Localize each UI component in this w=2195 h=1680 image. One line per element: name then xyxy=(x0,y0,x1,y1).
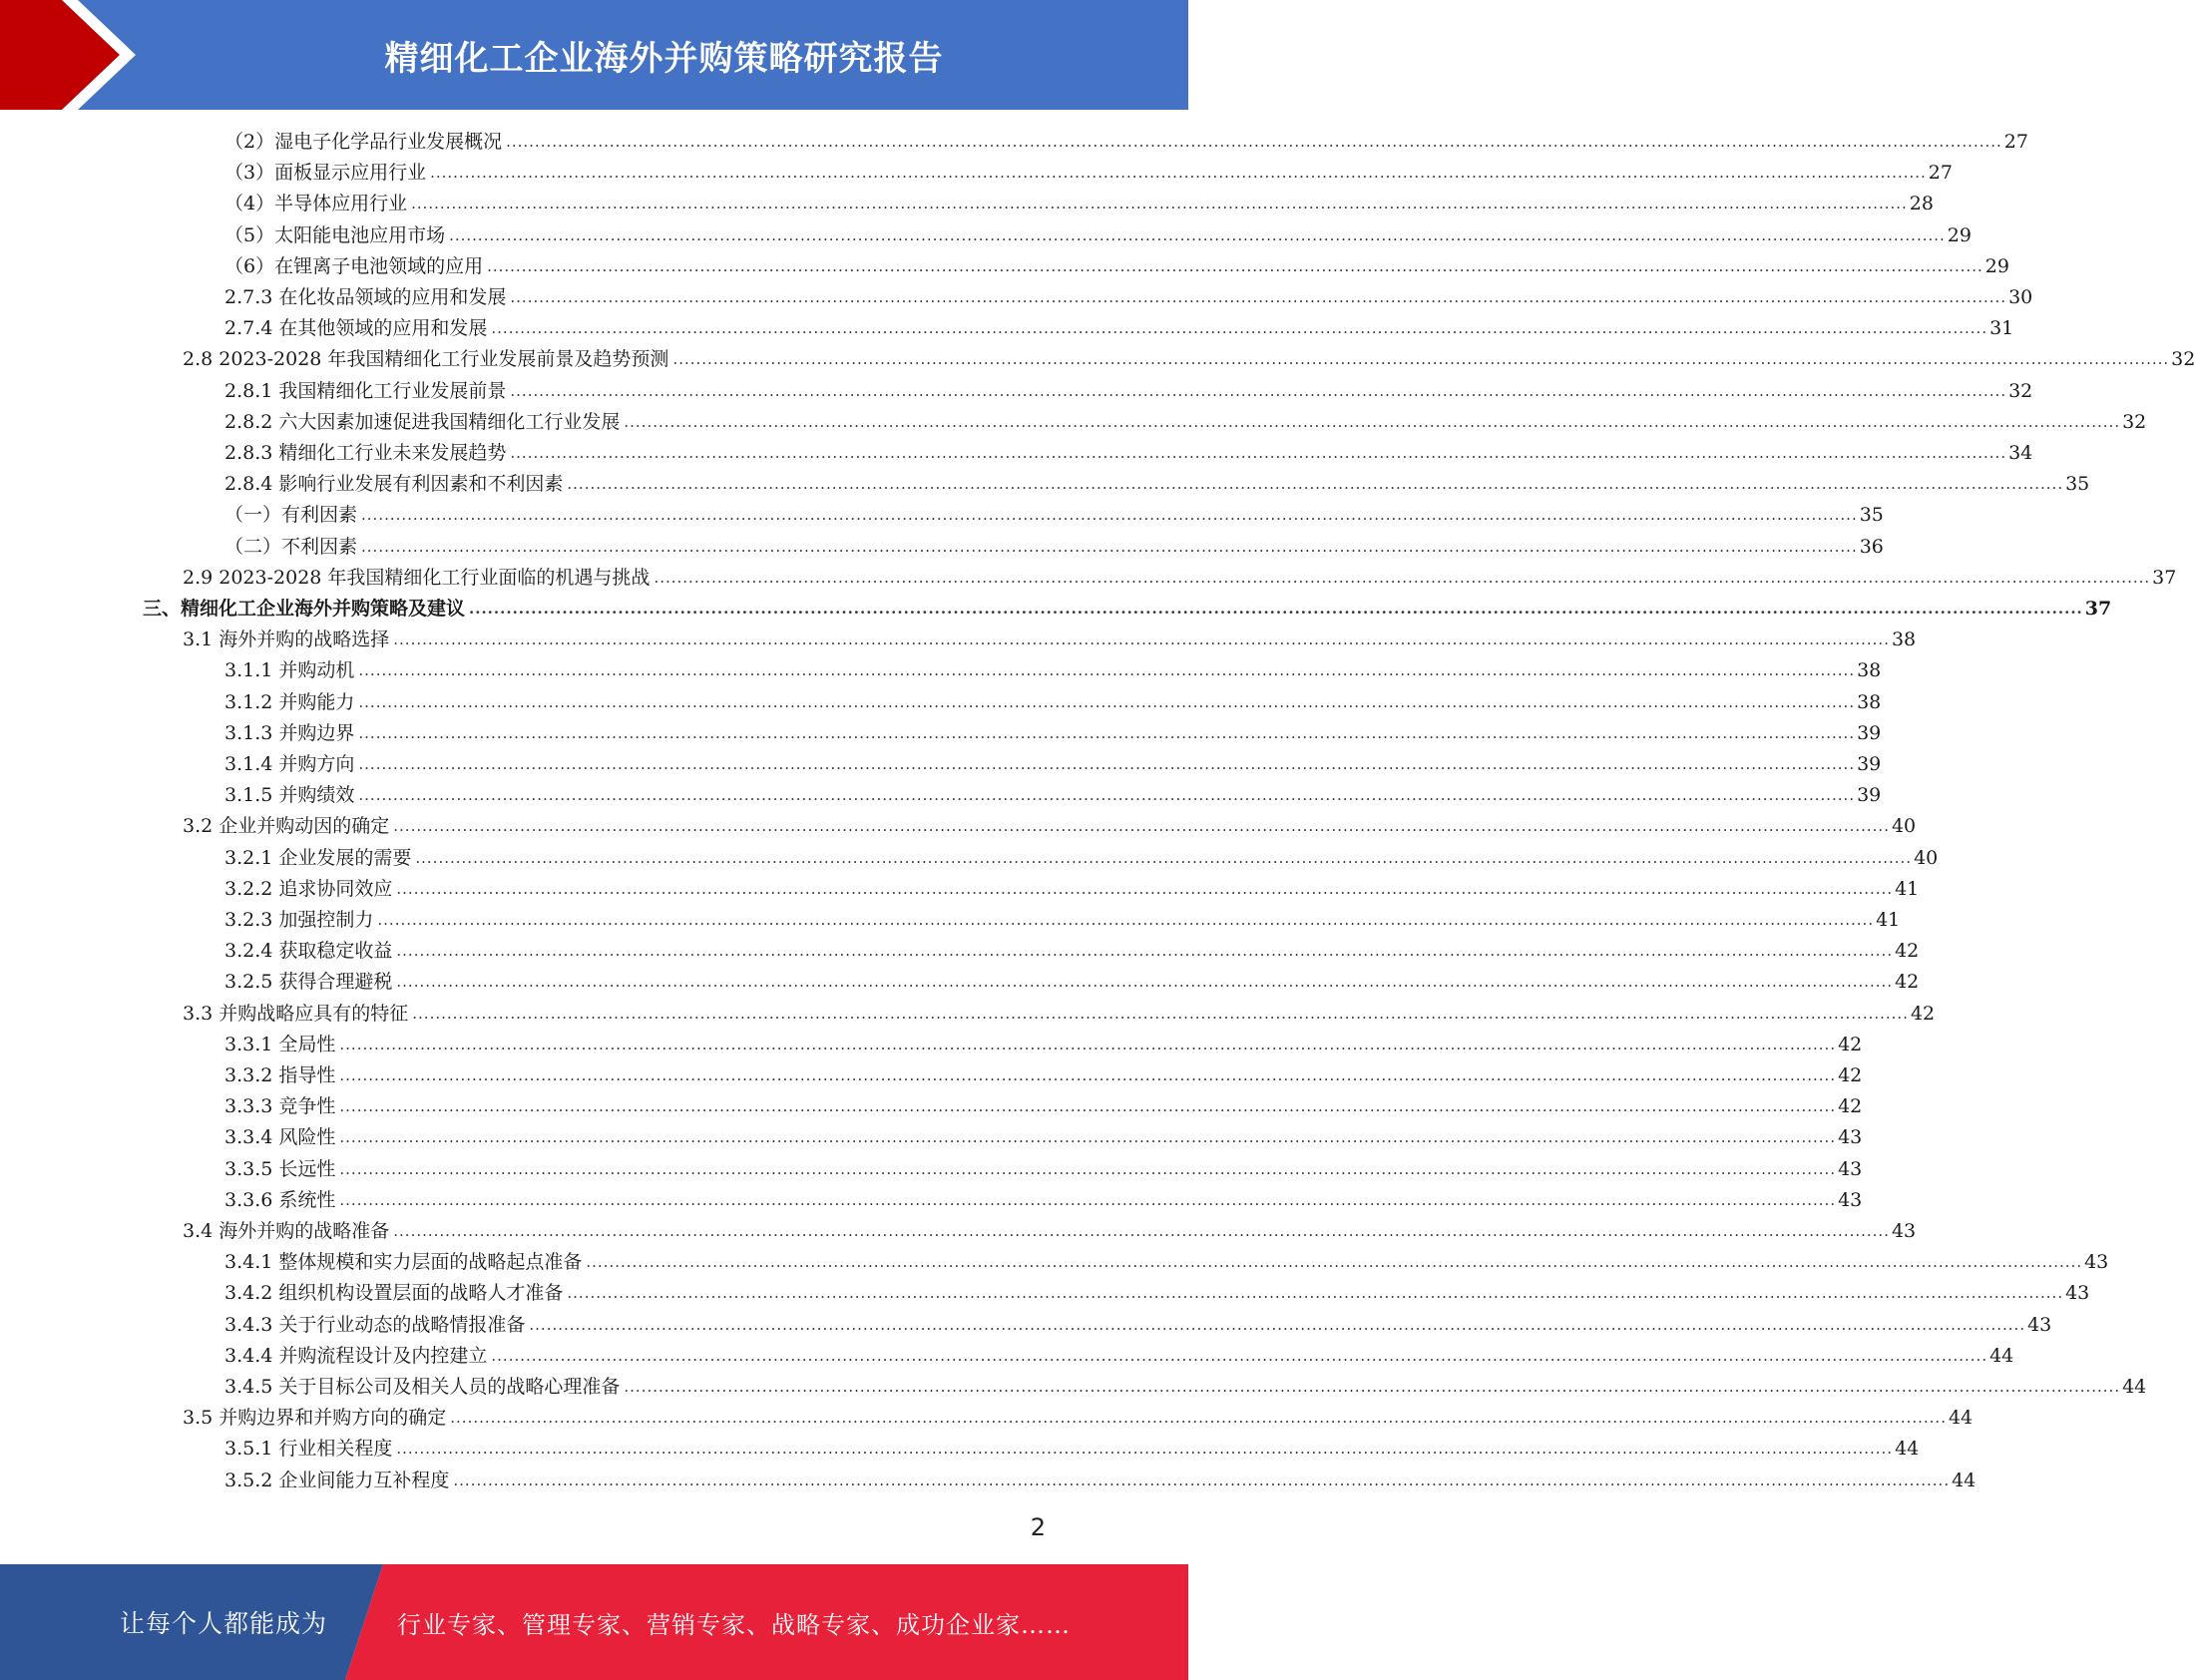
toc-entry-title: （4）半导体应用行业 xyxy=(224,193,408,215)
toc-dot-leader: .................................................................................................................................................................................................................................................................... xyxy=(450,1409,1947,1428)
toc-entry[interactable] xyxy=(224,251,2009,282)
toc-entry-page: 32 xyxy=(2171,348,2195,371)
toc-entry-title: 3.2.3 加强控制力 xyxy=(224,909,374,931)
toc-entry[interactable] xyxy=(224,158,1953,189)
toc-entry-title: 2.8 2023-2028 年我国精细化工行业发展前景及趋势预测 xyxy=(183,348,669,371)
toc-dot-leader: .................................................................................................................................................................................................................................................................... xyxy=(529,1315,2026,1334)
toc-dot-leader: .................................................................................................................................................................................................................................................................... xyxy=(339,1190,1837,1209)
toc-entry-page: 44 xyxy=(1948,1407,1974,1430)
toc-dot-leader: .................................................................................................................................................................................................................................................................... xyxy=(358,755,1856,773)
toc-entry[interactable] xyxy=(224,282,2033,313)
toc-entry[interactable] xyxy=(224,500,1884,531)
toc-entry[interactable] xyxy=(183,811,1917,842)
toc-dot-leader: .................................................................................................................................................................................................................................................................... xyxy=(624,1378,2121,1396)
page-footer xyxy=(0,1564,1188,1680)
page-header xyxy=(0,0,1188,110)
toc-dot-leader: .................................................................................................................................................................................................................................................................... xyxy=(654,568,2151,587)
toc-entry-page: 31 xyxy=(1989,317,2014,340)
toc-entry[interactable] xyxy=(224,1122,1863,1153)
toc-entry[interactable] xyxy=(183,1216,1917,1247)
toc-entry-title: （3）面板显示应用行业 xyxy=(224,162,427,185)
toc-dot-leader: .................................................................................................................................................................................................................................................................... xyxy=(339,1097,1837,1116)
toc-entry-title: 2.7.4 在其他领域的应用和发展 xyxy=(224,317,488,340)
toc-entry[interactable] xyxy=(224,469,2090,500)
toc-dot-leader: .................................................................................................................................................................................................................................................................... xyxy=(396,973,1894,992)
toc-entry-page: 42 xyxy=(1838,1095,1863,1118)
toc-dot-leader: .................................................................................................................................................................................................................................................................... xyxy=(412,1004,1909,1023)
toc-dot-leader: .................................................................................................................................................................................................................................................................... xyxy=(624,412,2121,431)
toc-entry[interactable] xyxy=(224,967,1920,998)
toc-entry-page: 39 xyxy=(1857,721,1882,744)
toc-dot-leader: .................................................................................................................................................................................................................................................................... xyxy=(361,506,1858,525)
toc-dot-leader: .................................................................................................................................................................................................................................................................... xyxy=(358,661,1856,680)
toc-entry-title: 3.2.4 获取稳定收益 xyxy=(224,940,393,963)
toc-dot-leader: .................................................................................................................................................................................................................................................................... xyxy=(491,1346,1988,1365)
toc-entry-title: 3.1.3 并购边界 xyxy=(224,721,355,744)
toc-entry-title: 3.2.1 企业发展的需要 xyxy=(224,846,412,869)
header-ribbon-decoration xyxy=(0,0,160,110)
toc-entry-title: 3.2 企业并购动因的确定 xyxy=(183,815,390,838)
toc-entry-page: 40 xyxy=(1891,815,1917,838)
toc-entry-title: （5）太阳能电池应用市场 xyxy=(224,223,446,246)
toc-entry[interactable] xyxy=(224,313,2014,344)
toc-entry-page: 43 xyxy=(1891,1220,1917,1242)
toc-entry-page: 35 xyxy=(1859,504,1884,527)
toc-dot-leader: .................................................................................................................................................................................................................................................................... xyxy=(567,475,2064,494)
toc-entry[interactable] xyxy=(224,687,1882,718)
toc-entry-title: 2.8.1 我国精细化工行业发展前景 xyxy=(224,379,507,402)
toc-entry-title: 2.8.4 影响行业发展有利因素和不利因素 xyxy=(224,473,564,496)
toc-entry[interactable] xyxy=(224,1247,2109,1278)
footer-slogan-right: 行业专家、管理专家、营销专家、战略专家、成功企业家…… xyxy=(397,1610,1071,1639)
toc-dot-leader: .................................................................................................................................................................................................................................................................... xyxy=(358,692,1856,711)
toc-entry-page: 28 xyxy=(1909,193,1934,215)
toc-dot-leader: .................................................................................................................................................................................................................................................................... xyxy=(510,381,2007,400)
toc-entry-page: 44 xyxy=(1895,1438,1920,1461)
toc-entry-title: 3.4.1 整体规模和实力层面的战略起点准备 xyxy=(224,1251,583,1274)
toc-entry-title: 3.5.2 企业间能力互补程度 xyxy=(224,1469,450,1491)
toc-dot-leader: .................................................................................................................................................................................................................................................................... xyxy=(393,1222,1890,1240)
toc-dot-leader: .................................................................................................................................................................................................................................................................... xyxy=(358,723,1856,742)
toc-entry-page: 38 xyxy=(1857,659,1882,682)
toc-entry-title: 2.9 2023-2028 年我国精细化工行业面临的机遇与挑战 xyxy=(183,566,651,589)
toc-entry-title: 2.7.3 在化妆品领域的应用和发展 xyxy=(224,286,507,308)
toc-dot-leader: .................................................................................................................................................................................................................................................................... xyxy=(339,1035,1837,1053)
toc-entry-page: 35 xyxy=(2065,473,2090,496)
toc-entry[interactable] xyxy=(224,874,1920,905)
toc-entry-page: 39 xyxy=(1857,784,1882,807)
toc-entry-title: 3.1.4 并购方向 xyxy=(224,753,355,775)
toc-entry[interactable] xyxy=(183,563,2177,594)
toc-entry-page: 43 xyxy=(1838,1157,1863,1180)
toc-entry-title: （二）不利因素 xyxy=(224,535,358,558)
toc-entry[interactable] xyxy=(143,594,2112,625)
toc-entry-title: 3.2.5 获得合理避税 xyxy=(224,971,393,994)
toc-dot-leader: .................................................................................................................................................................................................................................................................... xyxy=(453,1470,1951,1489)
toc-entry-title: 2.8.2 六大因素加速促进我国精细化工行业发展 xyxy=(224,410,621,433)
toc-entry-page: 29 xyxy=(1947,223,1972,246)
page-number: 2 xyxy=(1030,1513,1046,1541)
toc-entry-page: 43 xyxy=(2027,1313,2052,1336)
toc-entry-title: 2.8.3 精细化工行业未来发展趋势 xyxy=(224,442,507,464)
toc-dot-leader: .................................................................................................................................................................................................................................................................... xyxy=(377,911,1875,929)
toc-dot-leader: .................................................................................................................................................................................................................................................................... xyxy=(393,630,1890,649)
toc-entry-page: 44 xyxy=(1989,1344,2014,1367)
toc-entry[interactable] xyxy=(224,376,2033,407)
toc-entry[interactable] xyxy=(224,438,2033,469)
toc-entry-page: 37 xyxy=(2152,566,2177,589)
toc-entry-title: 3.4.4 并购流程设计及内控建立 xyxy=(224,1344,488,1367)
toc-dot-leader: .................................................................................................................................................................................................................................................................... xyxy=(396,1440,1894,1459)
toc-entry-page: 43 xyxy=(2084,1251,2109,1274)
toc-dot-leader: .................................................................................................................................................................................................................................................................... xyxy=(510,444,2007,462)
toc-entry-title: 3.2.2 追求协同效应 xyxy=(224,877,393,900)
toc-entry[interactable] xyxy=(224,655,1882,686)
toc-entry[interactable] xyxy=(224,220,1972,251)
toc-entry[interactable] xyxy=(183,999,1936,1030)
toc-entry-page: 42 xyxy=(1838,1064,1863,1086)
toc-entry[interactable] xyxy=(224,1341,2014,1372)
report-title: 精细化工企业海外并购策略研究报告 xyxy=(384,38,944,79)
toc-entry-page: 32 xyxy=(2008,379,2033,402)
toc-entry-page: 42 xyxy=(1838,1033,1863,1055)
toc-entry-page: 44 xyxy=(2122,1376,2147,1398)
toc-entry-page: 39 xyxy=(1857,753,1882,775)
toc-entry[interactable] xyxy=(224,718,1882,749)
toc-entry-page: 41 xyxy=(1895,877,1920,900)
toc-entry-page: 42 xyxy=(1895,971,1920,994)
toc-entry[interactable] xyxy=(224,936,1920,967)
toc-entry-title: 3.3.2 指导性 xyxy=(224,1064,336,1086)
toc-entry-title: 三、精细化工企业海外并购策略及建议 xyxy=(143,598,466,620)
toc-dot-leader: .................................................................................................................................................................................................................................................................... xyxy=(449,225,1946,244)
toc-entry[interactable] xyxy=(183,344,2195,375)
toc-entry-page: 38 xyxy=(1857,690,1882,713)
toc-entry-page: 32 xyxy=(2122,410,2147,433)
toc-dot-leader: .................................................................................................................................................................................................................................................................... xyxy=(567,1284,2064,1303)
toc-entry[interactable] xyxy=(224,1278,2090,1309)
toc-entry-page: 41 xyxy=(1876,909,1901,931)
toc-entry-title: 3.5.1 行业相关程度 xyxy=(224,1438,393,1461)
toc-entry-title: 3.1.2 并购能力 xyxy=(224,690,355,713)
toc-entry-title: 3.3.5 长远性 xyxy=(224,1157,336,1180)
toc-entry-page: 36 xyxy=(1859,535,1884,558)
toc-dot-leader: .................................................................................................................................................................................................................................................................... xyxy=(672,350,2170,369)
toc-dot-leader: .................................................................................................................................................................................................................................................................... xyxy=(339,1066,1837,1084)
toc-entry-title: 3.4.2 组织机构设置层面的战略人才准备 xyxy=(224,1282,564,1305)
toc-entry-page: 27 xyxy=(2003,131,2028,153)
toc-entry-title: 3.3.6 系统性 xyxy=(224,1188,336,1211)
toc-dot-leader: .................................................................................................................................................................................................................................................................... xyxy=(339,1159,1837,1178)
toc-entry[interactable] xyxy=(224,1030,1863,1060)
toc-entry-title: 3.3 并购战略应具有的特征 xyxy=(183,1002,409,1025)
toc-dot-leader: .................................................................................................................................................................................................................................................................... xyxy=(415,848,1913,867)
toc-entry-page: 34 xyxy=(2008,442,2033,464)
toc-entry[interactable] xyxy=(224,1372,2147,1403)
toc-entry-page: 43 xyxy=(2065,1282,2090,1305)
toc-entry-page: 44 xyxy=(1952,1469,1976,1491)
toc-entry-title: 3.3.1 全局性 xyxy=(224,1033,336,1055)
toc-entry-title: （一）有利因素 xyxy=(224,504,358,527)
toc-dot-leader: .................................................................................................................................................................................................................................................................... xyxy=(396,879,1894,898)
toc-entry[interactable] xyxy=(224,905,1901,936)
toc-entry[interactable] xyxy=(224,843,1939,874)
toc-entry[interactable] xyxy=(224,1310,2052,1341)
toc-entry-page: 42 xyxy=(1910,1002,1936,1025)
toc-entry[interactable] xyxy=(224,1154,1863,1185)
toc-entry[interactable] xyxy=(224,1466,1976,1496)
toc-entry-page: 43 xyxy=(1838,1126,1863,1149)
toc-dot-leader: .................................................................................................................................................................................................................................................................... xyxy=(358,786,1856,805)
toc-entry[interactable] xyxy=(224,189,1934,219)
toc-dot-leader: .................................................................................................................................................................................................................................................................... xyxy=(361,537,1858,556)
toc-dot-leader: .................................................................................................................................................................................................................................................................... xyxy=(339,1128,1837,1147)
toc-dot-leader: .................................................................................................................................................................................................................................................................... xyxy=(430,164,1927,183)
toc-entry-title: 3.4.5 关于目标公司及相关人员的战略心理准备 xyxy=(224,1376,621,1398)
toc-entry-page: 42 xyxy=(1895,940,1920,963)
toc-entry-page: 30 xyxy=(2008,286,2033,308)
toc-dot-leader: .................................................................................................................................................................................................................................................................... xyxy=(469,600,2083,618)
toc-entry-title: 3.5 并购边界和并购方向的确定 xyxy=(183,1407,447,1430)
toc-entry-title: 3.3.4 风险性 xyxy=(224,1126,336,1149)
toc-entry-title: 3.3.3 竞争性 xyxy=(224,1095,336,1118)
toc-entry-page: 37 xyxy=(2084,598,2112,620)
toc-dot-leader: .................................................................................................................................................................................................................................................................... xyxy=(586,1253,2083,1272)
toc-entry[interactable] xyxy=(183,1403,1974,1434)
toc-entry[interactable] xyxy=(224,1091,1863,1122)
toc-entry[interactable] xyxy=(224,407,2147,438)
toc-entry[interactable] xyxy=(224,532,1884,563)
toc-dot-leader: .................................................................................................................................................................................................................................................................... xyxy=(506,133,2002,151)
toc-dot-leader: .................................................................................................................................................................................................................................................................... xyxy=(396,942,1894,961)
toc-entry-page: 27 xyxy=(1928,162,1953,185)
toc-entry-title: （6）在锂离子电池领域的应用 xyxy=(224,254,484,277)
toc-entry[interactable] xyxy=(224,127,2028,158)
toc-entry-page: 38 xyxy=(1891,629,1917,651)
toc-entry[interactable] xyxy=(224,1434,1920,1465)
toc-entry-title: 3.1.5 并购绩效 xyxy=(224,784,355,807)
toc-entry[interactable] xyxy=(224,749,1882,780)
toc-entry-title: 3.1.1 并购动机 xyxy=(224,659,355,682)
toc-dot-leader: .................................................................................................................................................................................................................................................................... xyxy=(487,256,1983,275)
toc-entry[interactable] xyxy=(224,1185,1863,1216)
toc-entry-title: 3.4.3 关于行业动态的战略情报准备 xyxy=(224,1313,526,1336)
toc-entry-title: 3.1 海外并购的战略选择 xyxy=(183,629,390,651)
toc-entry[interactable] xyxy=(224,1060,1863,1091)
toc-entry-title: （2）湿电子化学品行业发展概况 xyxy=(224,131,503,153)
toc-dot-leader: .................................................................................................................................................................................................................................................................... xyxy=(510,288,2007,306)
toc-entry-title: 3.4 海外并购的战略准备 xyxy=(183,1220,390,1242)
toc-entry-page: 29 xyxy=(1984,254,2009,277)
footer-slogan-left: 让每个人都能成为 xyxy=(120,1609,328,1638)
toc-dot-leader: .................................................................................................................................................................................................................................................................... xyxy=(491,319,1988,338)
toc-entry-page: 40 xyxy=(1914,846,1939,869)
toc-entry[interactable] xyxy=(183,625,1917,655)
toc-dot-leader: .................................................................................................................................................................................................................................................................... xyxy=(411,195,1908,213)
toc-entry[interactable] xyxy=(224,780,1882,811)
toc-entry-page: 43 xyxy=(1838,1188,1863,1211)
toc-dot-leader: .................................................................................................................................................................................................................................................................... xyxy=(393,817,1890,836)
